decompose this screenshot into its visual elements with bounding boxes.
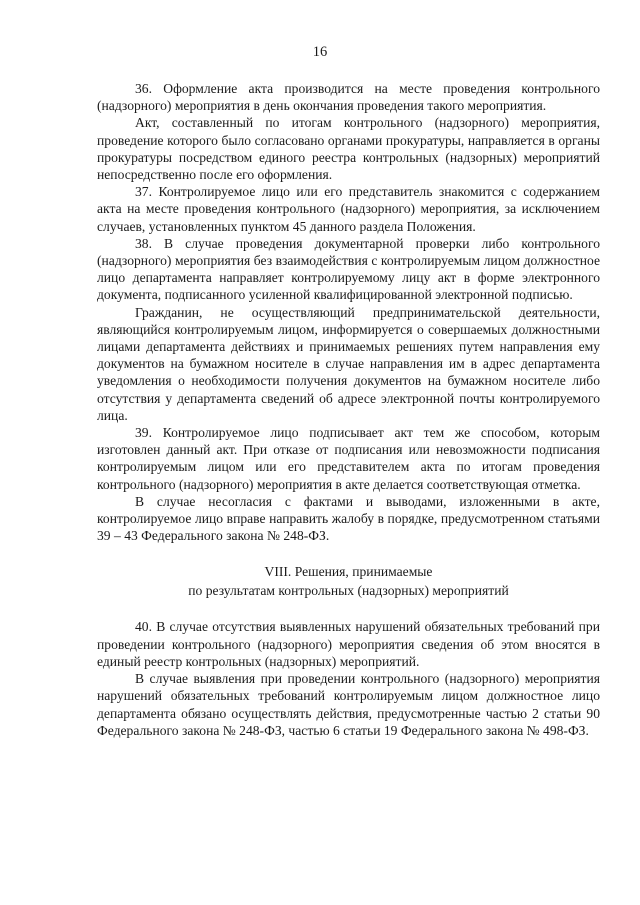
paragraph-37: 37. Контролируемое лицо или его представитель знакомится с содержанием акта на месте проведения контрольного (надзорного) мероприятия, за исключением случаев, установленных пунктом 45 данного раздела Положения. <box>97 184 600 234</box>
paragraph-38: 38. В случае проведения документарной проверки либо контрольного (надзорного) мероприятия без взаимодействия с контролируемым лицом должностное лицо департамента направляет контролируемому лицу акт в форме электронного документа, подписанного усиленной квалифицированной электронной подписью. <box>97 235 600 303</box>
section-heading-line-2: по результатам контрольных (надзорных) мероприятий <box>188 583 509 599</box>
paragraph-39-complaint: В случае несогласия с фактами и выводами, изложенными в акте, контролируемое лицо вправе направить жалобу в порядке, предусмотренном статьями 39 – 43 Федерального закона № 248-ФЗ. <box>97 493 600 544</box>
paragraph-36: 36. Оформление акта производится на месте проведения контрольного (надзорного) мероприятия в день окончания проведения такого мероприятия. <box>97 81 600 114</box>
page-number: 16 <box>312 44 328 60</box>
paragraph-40-violations: В случае выявления при проведении контрольного (надзорного) мероприятия нарушений обязательных требований контролируемым лицом должностное лицо департамента обязано осуществлять действия, предусмотренные частью 2 статьи 90 Федерального закона № 248-ФЗ, частью 6 статьи 19 Федерального закона № 498-ФЗ. <box>97 671 600 738</box>
paragraph-40: 40. В случае отсутствия выявленных нарушений обязательных требований при проведении контрольного (надзорного) мероприятия сведения об этом вносятся в единый реестр контрольных (надзорных) мероприятий. <box>97 619 600 669</box>
section-spacer-top <box>97 544 600 562</box>
paragraph-39: 39. Контролируемое лицо подписывает акт тем же способом, которым изготовлен данный акт. При отказе от подписания или невозможности подписания контролируемым лицом или его представителем акта по итогам проведения контрольного (надзорного) мероприятия в акте делается соответствующая отметка. <box>97 425 600 492</box>
document-body <box>97 80 600 739</box>
section-heading-line-1: VIII. Решения, принимаемые <box>264 564 433 580</box>
section-spacer-bottom <box>97 600 600 618</box>
paragraph-38-citizen: Гражданин, не осуществляющий предпринимательской деятельности, являющийся контролируемым лицом, информируется о совершаемых должностными лицами департамента действиях и принимаемых решениях путем направления ему документов на бумажном носителе в случае направления им в адрес департамента уведомления о необходимости получения документов на бумажном носителе либо отсутствия у департамента сведений об адресе электронной почты контролируемого лица. <box>97 304 600 423</box>
paragraph-36-act-prosecutor: Акт, составленный по итогам контрольного (надзорного) мероприятия, проведение которого было согласовано органами прокуратуры, направляется в органы прокуратуры посредством единого реестра контрольных (надзорных) мероприятий непосредственно после его оформления. <box>97 115 600 183</box>
section-heading <box>97 562 600 600</box>
